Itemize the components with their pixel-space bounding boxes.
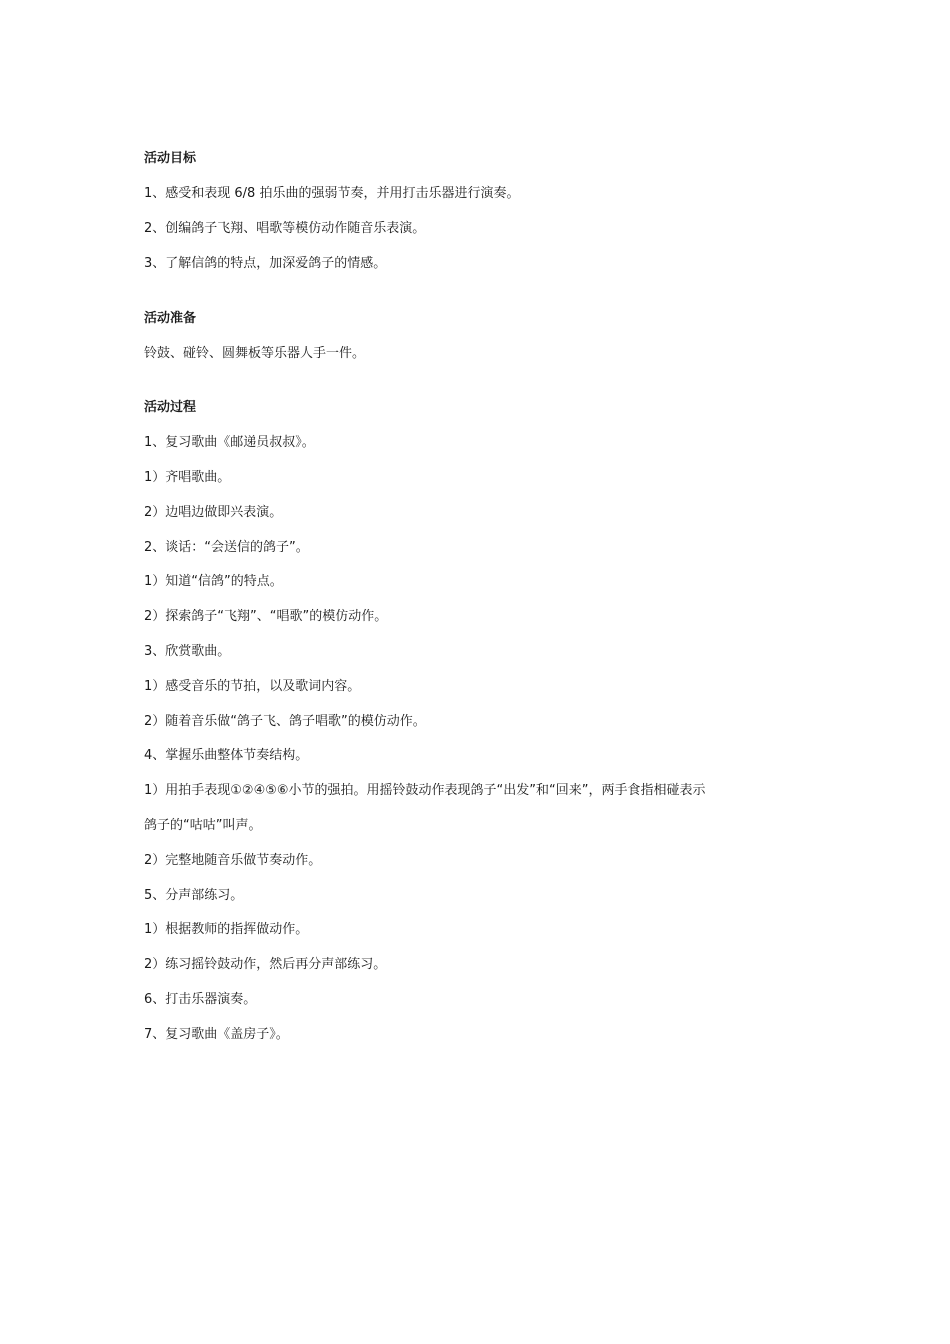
preparation-item: 铃鼓、碰铃、圆舞板等乐器人手一件。 xyxy=(144,346,366,361)
process-item: 1）知道“信鸽”的特点。 xyxy=(144,574,283,589)
process-item: 4、掌握乐曲整体节奏结构。 xyxy=(144,748,309,763)
goal-item: 3、了解信鸽的特点，加深爱鸽子的情感。 xyxy=(144,256,387,271)
process-item: 1、复习歌曲《邮递员叔叔》。 xyxy=(144,435,315,450)
process-item: 2）完整地随音乐做节奏动作。 xyxy=(144,853,322,868)
process-item: 1）根据教师的指挥做动作。 xyxy=(144,922,309,937)
process-item: 2）边唱边做即兴表演。 xyxy=(144,505,283,520)
process-item: 2）随着音乐做“鸽子飞、鸽子唱歌”的模仿动作。 xyxy=(144,714,426,729)
process-item: 2、谈话：“会送信的鸽子”。 xyxy=(144,540,309,555)
process-item-continuation: 鸽子的“咕咕”叫声。 xyxy=(144,818,262,833)
process-item: 1）齐唱歌曲。 xyxy=(144,470,231,485)
process-item: 1）用拍手表现①②④⑤⑥小节的强拍。用摇铃鼓动作表现鸽子“出发”和“回来”，两手食指相碰表示 xyxy=(144,783,706,798)
goal-item: 1、感受和表现 6/8 拍乐曲的强弱节奏，并用打击乐器进行演奏。 xyxy=(144,186,520,201)
section-heading-preparation: 活动准备 xyxy=(144,311,197,326)
process-item: 1）感受音乐的节拍，以及歌词内容。 xyxy=(144,679,361,694)
process-item: 5、分声部练习。 xyxy=(144,888,244,903)
section-heading-goals: 活动目标 xyxy=(144,151,197,166)
process-item: 2）探索鸽子“飞翔”、“唱歌”的模仿动作。 xyxy=(144,609,388,624)
process-item: 6、打击乐器演奏。 xyxy=(144,992,257,1007)
document-page xyxy=(144,0,824,1344)
goal-item: 2、创编鸽子飞翔、唱歌等模仿动作随音乐表演。 xyxy=(144,221,426,236)
process-item: 7、复习歌曲《盖房子》。 xyxy=(144,1027,289,1042)
process-item: 2）练习摇铃鼓动作，然后再分声部练习。 xyxy=(144,957,387,972)
section-heading-process: 活动过程 xyxy=(144,400,197,415)
process-item: 3、欣赏歌曲。 xyxy=(144,644,231,659)
